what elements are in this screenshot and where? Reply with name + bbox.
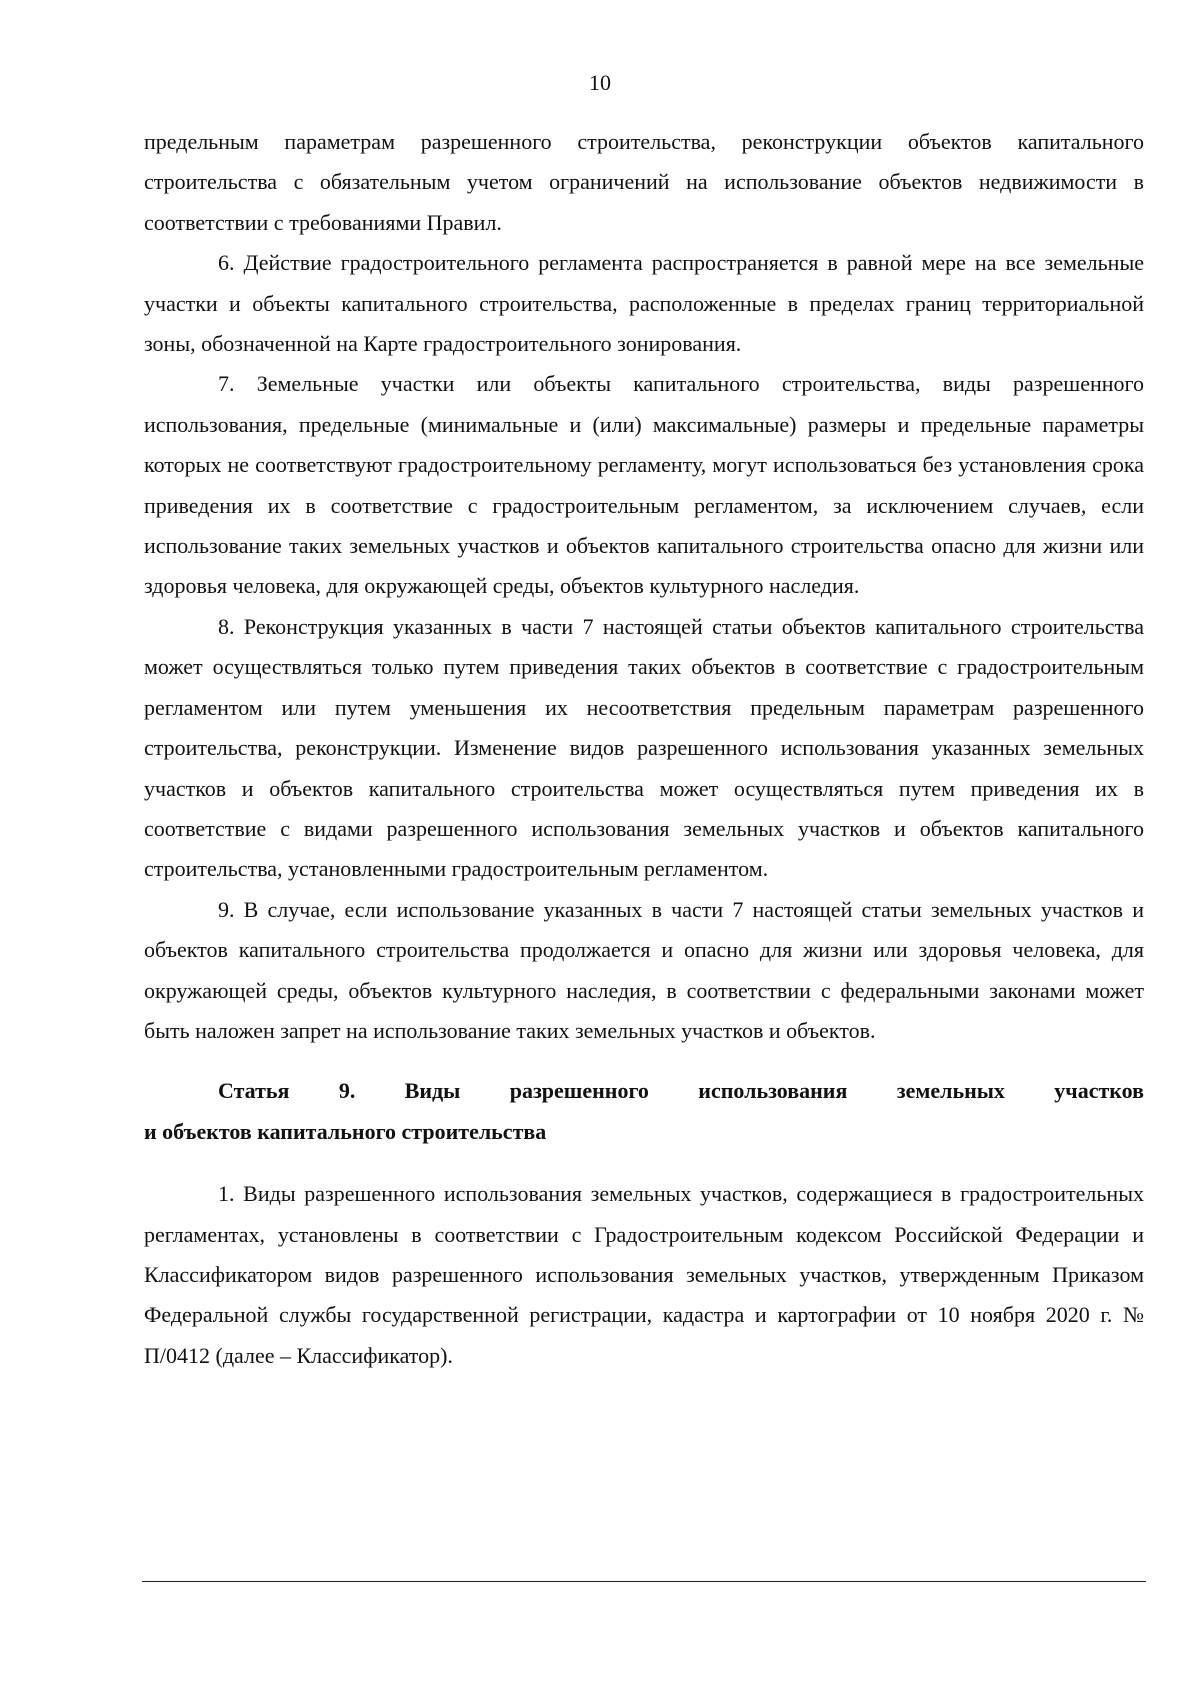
paragraph-continuation: предельным параметрам разрешенного строительства, реконструкции объектов капитального строительства с обязательным учетом ограничений на использование объектов недвижимости в соответствии с требованиями Правил. — [144, 129, 1144, 235]
paragraph-item-8: 8. Реконструкция указанных в части 7 настоящей статьи объектов капитального строительства может осуществляться только путем приведения таких объектов в соответствие с градостроительным регламентом или путем уменьшения их несоответствия предельным параметрам разрешенного строительства, реконструкции. Изменение видов разрешенного использования указанных земельных участков и объектов капитального строительства может осуществляться путем приведения их в соответствие с видами разрешенного использования земельных участков и объектов капитального строительства, установленными градостроительным регламентом. — [144, 613, 1144, 882]
article-heading-line-1: Статья 9. Виды разрешенного использования земельных участков — [218, 1078, 1144, 1104]
article-heading — [144, 1071, 1144, 1152]
paragraph-item-7: 7. Земельные участки или объекты капитального строительства, виды разрешенного использования, предельные (минимальные и (или) максимальные) размеры и предельные параметры которых не соответствуют градостроительному регламенту, могут использоваться без установления срока приведения их в соответствие с градостроительным регламентом, за исключением случаев, если использование таких земельных участков и объектов капитального строительства опасно для жизни или здоровья человека, для окружающей среды, объектов культурного наследия. — [144, 371, 1144, 599]
article-heading-line-2: и объектов капитального строительства — [144, 1118, 547, 1144]
footer-divider — [142, 1581, 1146, 1582]
page-number: 10 — [589, 70, 611, 95]
paragraph-item-9: 9. В случае, если использование указанных в части 7 настоящей статьи земельных участков и объектов капитального строительства продолжается и опасно для жизни или здоровья человека, для окружающей среды, объектов культурного наследия, в соответствии с федеральными законами может быть наложен запрет на использование таких земельных участков и объектов. — [144, 896, 1144, 1043]
article-paragraph-1: 1. Виды разрешенного использования земельных участков, содержащиеся в градостроительных регламентах, установлены в соответствии с Градостроительным кодексом Российской Федерации и Классификатором видов разрешенного использования земельных участков, утвержденным Приказом Федеральной службы государственной регистрации, кадастра и картографии от 10 ноября 2020 г. № П/0412 (далее – Классификатор). — [144, 1181, 1144, 1368]
paragraph-item-6: 6. Действие градостроительного регламента распространяется в равной мере на все земельные участки и объекты капитального строительства, расположенные в пределах границ территориальной зоны, обозначенной на Карте градостроительного зонирования. — [144, 250, 1144, 357]
document-body — [144, 122, 1144, 1376]
